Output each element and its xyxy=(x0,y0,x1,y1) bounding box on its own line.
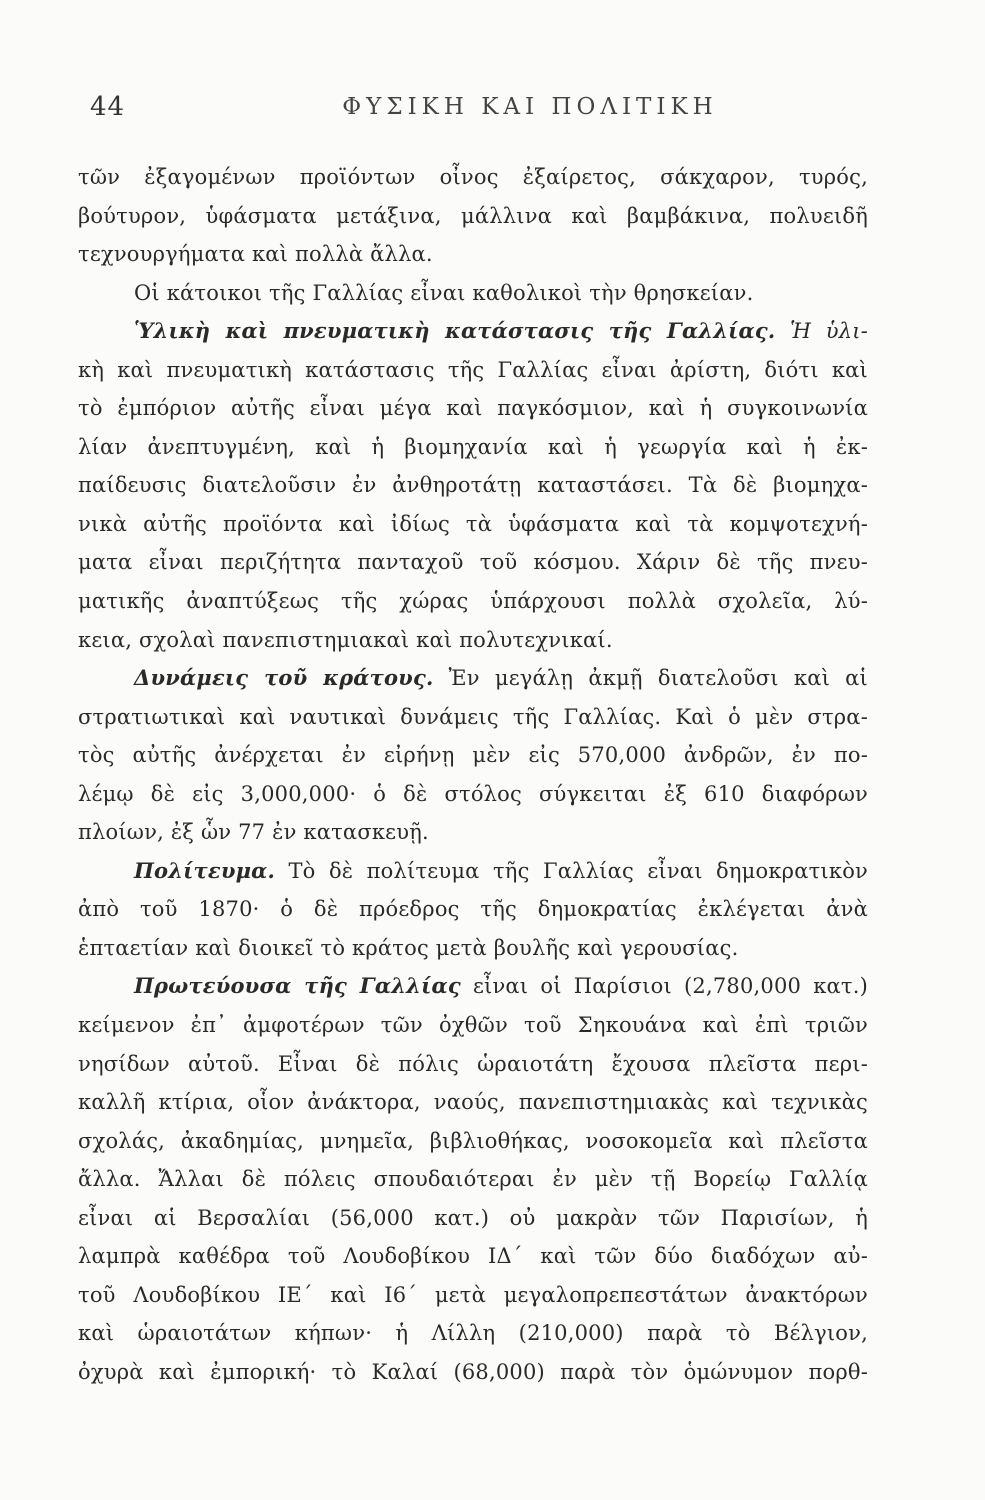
text-line: Οἱ κάτοικοι τῆς Γαλλίας εἶναι καθολικοὶ τὴν θρησκείαν. xyxy=(134,280,754,305)
text-line: νησίδων αὐτοῦ. Εἶναι δὲ πόλις ὡραιοτάτη ἔχουσα πλεῖστα περι- xyxy=(78,1051,868,1076)
text-line: πλοίων, ἐξ ὧν 77 ἐν κατασκευῇ. xyxy=(78,820,429,845)
text-line: λέμῳ δὲ εἰς 3,000,000· ὁ δὲ στόλος σύγκειται ἐξ 610 διαφόρων xyxy=(78,781,868,806)
text-line: τὸς αὐτῆς ἀνέρχεται ἐν εἰρήνῃ μὲν εἰς 570,000 ἀνδρῶν, ἐν πο- xyxy=(78,743,868,768)
text-line: λίαν ἀνεπτυγμένη, καὶ ἡ βιομηχανία καὶ ἡ γεωργία καὶ ἡ ἐκ- xyxy=(78,434,868,459)
text-line: βούτυρον, ὑφάσματα μετάξινα, μάλλινα καὶ βαμβάκινα, πολυειδῆ xyxy=(78,203,868,228)
page-number: 44 xyxy=(90,92,126,122)
heading-phrase: Ὑλικὴ καὶ πνευματικὴ κατάστασις τῆς Γαλλίας. xyxy=(134,318,776,344)
running-title: ΦΥΣΙΚΗ ΚΑΙ ΠΟΛΙΤΙΚΗ xyxy=(342,94,718,120)
section-heading-capital: Πρωτεύουσα τῆς Γαλλίας εἶναι οἱ Παρίσιοι (2,780,000 κατ.) xyxy=(134,973,868,999)
text-line: νικὰ αὐτῆς προϊόντα καὶ ἰδίως τὰ ὑφάσματα καὶ τὰ κομψοτεχνή- xyxy=(78,511,868,536)
text-line: τῶν ἐξαγομένων προϊόντων οἶνος ἐξαίρετος, σάκχαρον, τυρός, xyxy=(78,165,868,189)
text-line: ἀπὸ τοῦ 1870· ὁ δὲ πρόεδρος τῆς δημοκρατίας ἐκλέγεται ἀνὰ xyxy=(78,897,868,922)
text-line: τοῦ Λουδοβίκου ΙΕ΄ καὶ Ι6΄ μετὰ μεγαλοπρεπεστάτων ἀνακτόρων xyxy=(78,1282,868,1307)
text-line: στρατιωτικαὶ καὶ ναυτικαὶ δυνάμεις τῆς Γαλλίας. Καὶ ὁ μὲν στρα- xyxy=(78,704,868,729)
text-line: ματικῆς ἀναπτύξεως τῆς χώρας ὑπάρχουσι πολλὰ σχολεῖα, λύ- xyxy=(78,589,868,614)
text-line: εἶναι αἱ Βερσαλίαι (56,000 κατ.) οὐ μακρὰν τῶν Παρισίων, ἡ xyxy=(78,1205,868,1230)
text-line: καὶ ὡραιοτάτων κήπων· ἡ Λίλλη (210,000) παρὰ τὸ Βέλγιον, xyxy=(78,1321,868,1346)
text-line: κείμενον ἐπ᾽ ἀμφοτέρων τῶν ὀχθῶν τοῦ Σηκουάνα καὶ ἐπὶ τριῶν xyxy=(78,1013,868,1038)
text-line: τεχνουργήματα καὶ πολλὰ ἄλλα. xyxy=(78,242,433,267)
text-line: κεια, σχολαὶ πανεπιστημιακαὶ καὶ πολυτεχνικαί. xyxy=(78,627,613,652)
heading-phrase: Δυνάμεις τοῦ κράτους. xyxy=(134,665,434,691)
text-line: ὀχυρὰ καὶ ἐμπορική· τὸ Καλαί (68,000) παρὰ τὸν ὁμώνυμον πορθ- xyxy=(78,1359,868,1384)
text-line: ἑπταετίαν καὶ διοικεῖ τὸ κράτος μετὰ βουλῆς καὶ γερουσίας. xyxy=(78,935,739,960)
section-heading-polity: Πολίτευμα. Τὸ δὲ πολίτευμα τῆς Γαλλίας εἶναι δημοκρατικὸν xyxy=(134,857,868,883)
text-line: ἄλλα. Ἄλλαι δὲ πόλεις σπουδαιότεραι ἐν μὲν τῇ Βορείῳ Γαλλίᾳ xyxy=(78,1167,868,1192)
text-line: λαμπρὰ καθέδρα τοῦ Λουδοβίκου ΙΔ΄ καὶ τῶν δύο διαδόχων αὐ- xyxy=(78,1244,868,1269)
body-text xyxy=(78,158,868,1392)
text-line: καλλῆ κτίρια, οἷον ἀνάκτορα, ναούς, πανεπιστημιακὰς καὶ τεχνικὰς xyxy=(78,1090,868,1115)
text-line: σχολάς, ἀκαδημίας, μνημεῖα, βιβλιοθήκας, νοσοκομεῖα καὶ πλεῖστα xyxy=(78,1128,868,1153)
heading-phrase: Πρωτεύουσα τῆς Γαλλίας xyxy=(134,973,461,999)
text-line: τὸ ἐμπόριον αὐτῆς εἶναι μέγα καὶ παγκόσμιον, καὶ ἡ συγκοινωνία xyxy=(78,396,868,421)
page-header xyxy=(90,92,890,132)
text-line: ματα εἶναι περιζήτητα πανταχοῦ τοῦ κόσμου. Χάριν δὲ τῆς πνευ- xyxy=(78,550,868,575)
section-heading-material-spiritual: Ὑλικὴ καὶ πνευματικὴ κατάστασις τῆς Γαλλίας. Ἡ ὑλι- xyxy=(134,318,868,344)
heading-phrase: Πολίτευμα. xyxy=(134,857,276,883)
text-line: κὴ καὶ πνευματικὴ κατάστασις τῆς Γαλλίας εἶναι ἀρίστη, διότι καὶ xyxy=(78,357,868,382)
text-line: παίδευσις διατελοῦσιν ἐν ἀνθηροτάτῃ καταστάσει. Τὰ δὲ βιομηχα- xyxy=(78,473,868,498)
section-heading-state-forces: Δυνάμεις τοῦ κράτους. Ἐν μεγάλῃ ἀκμῇ διατελοῦσι καὶ αἱ xyxy=(134,665,868,691)
